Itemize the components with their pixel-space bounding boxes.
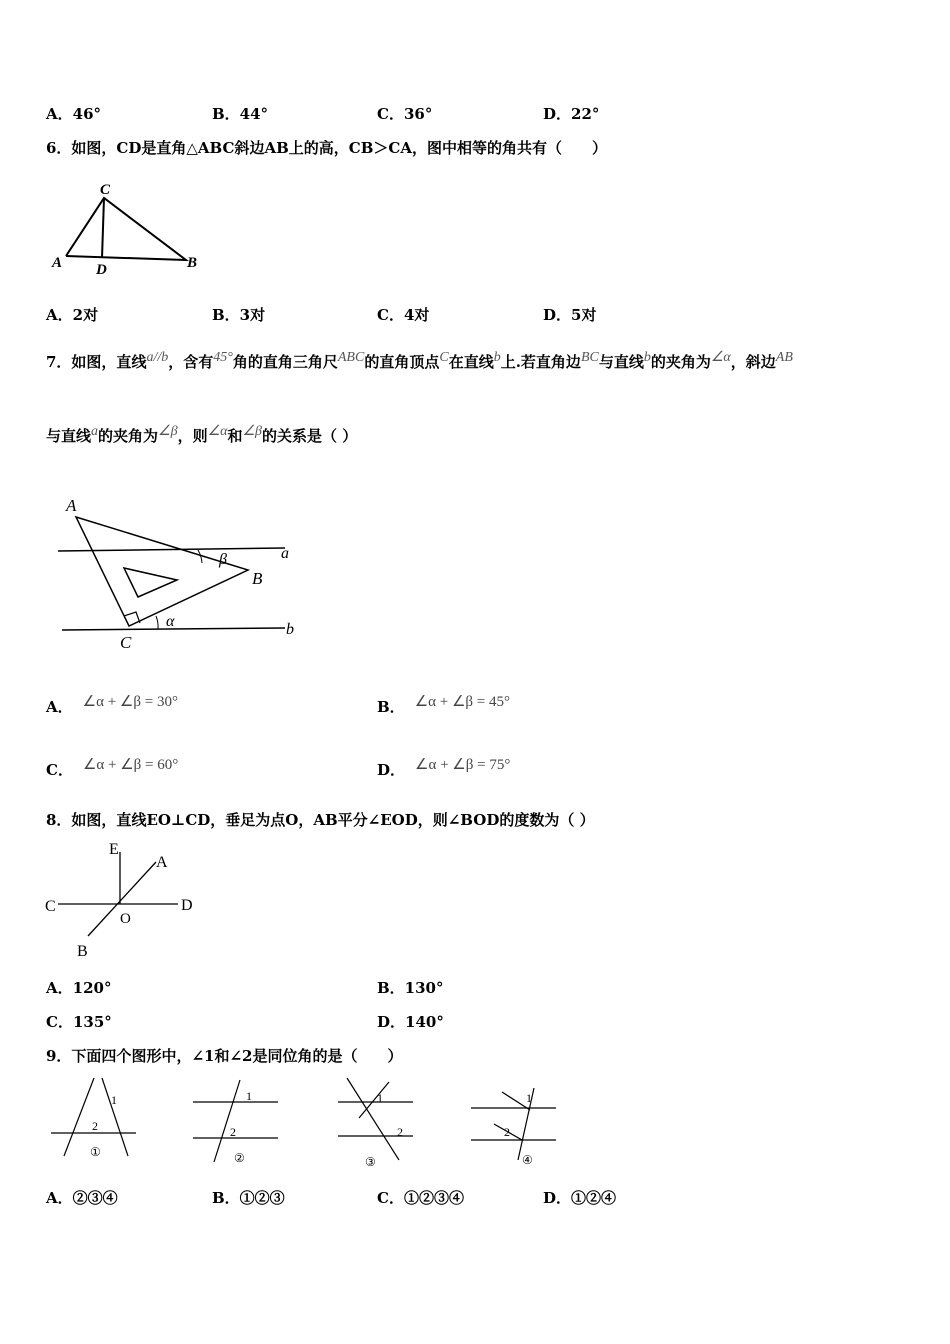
q7-triangle-ruler-figure [50, 492, 310, 657]
q9-fig2-label-1: 1 [246, 1089, 252, 1103]
q9-fig1-label-1: 1 [111, 1093, 117, 1107]
q9-option-c: C．①②③④ [377, 1189, 464, 1207]
q7-label-beta: β [219, 551, 227, 568]
q5-option-d: D．22° [543, 105, 600, 123]
q5-option-a: A．46° [46, 105, 102, 123]
q8-perpendicular-figure [42, 838, 202, 966]
q6-label-a: A [52, 255, 63, 271]
q7-label-line-b: b [286, 621, 294, 638]
q9-figure-2 [188, 1074, 288, 1166]
q6-stem: 6．如图，CD是直角△ABC斜边AB上的高，CB＞CA，图中相等的角共有（ ） [46, 139, 607, 157]
q9-fig1-label-2: 2 [92, 1119, 98, 1133]
q9-fig4-label-1: 1 [526, 1091, 532, 1105]
q5-option-b: B．44° [212, 105, 269, 123]
q8-option-b: B．130° [377, 979, 444, 997]
q7-option-c: C． ∠α + ∠β = 60° [46, 757, 179, 779]
q6-label-b: B [187, 255, 198, 271]
q7-label-c-vertex: C [120, 633, 132, 652]
q9-figure-1 [46, 1074, 146, 1166]
q7-option-a: A． ∠α + ∠β = 30° [46, 694, 178, 716]
q8-label-a: A [156, 854, 168, 871]
q6-option-c: C．4对 [377, 306, 430, 324]
q7-stem-line1: 7．如图，直线a//b，含有45°角的直角三角尺ABC的直角顶点C在直线b上.若直角边BC与直线b的夹角为∠α，斜边AB [46, 350, 793, 371]
q6-label-c: C [100, 182, 111, 198]
q9-figure-4 [466, 1074, 566, 1170]
q8-option-c: C．135° [46, 1013, 112, 1031]
q7-label-line-a: a [281, 545, 289, 562]
q8-label-o: O [120, 911, 131, 927]
q6-option-d: D．5对 [543, 306, 597, 324]
q9-option-b: B．①②③ [212, 1189, 285, 1207]
q9-figure-3 [333, 1074, 433, 1170]
q7-option-b: B． ∠α + ∠β = 45° [377, 694, 510, 716]
q6-triangle-figure [46, 176, 216, 276]
q7-option-d: D． ∠α + ∠β = 75° [377, 757, 511, 779]
q8-label-c: C [45, 898, 56, 915]
q6-option-b: B．3对 [212, 306, 266, 324]
q8-stem: 8．如图，直线EO⊥CD，垂足为点O，AB平分∠EOD，则∠BOD的度数为（ ） [46, 811, 595, 829]
q9-option-d: D．①②④ [543, 1189, 617, 1207]
q9-fig2-caption: ② [234, 1151, 245, 1165]
q7-stem-line2: 与直线a的夹角为∠β，则∠α和∠β的关系是（ ） [46, 424, 358, 445]
q9-fig1-caption: ① [90, 1145, 101, 1159]
q9-fig3-label-1: 1 [377, 1091, 383, 1105]
q9-option-a: A．②③④ [46, 1189, 118, 1207]
q9-fig3-label-2: 2 [397, 1125, 403, 1139]
q6-option-a: A．2对 [46, 306, 99, 324]
q8-option-a: A．120° [46, 979, 112, 997]
q9-stem: 9．下面四个图形中，∠1和∠2是同位角的是（ ） [46, 1047, 403, 1065]
q8-label-d: D [181, 897, 193, 914]
q8-label-e: E [109, 841, 119, 858]
q9-fig4-caption: ④ [522, 1153, 533, 1167]
q7-label-a-vertex: A [66, 496, 77, 515]
q9-fig4-label-2: 2 [504, 1125, 510, 1139]
q9-fig2-label-2: 2 [230, 1125, 236, 1139]
q7-label-b-vertex: B [252, 569, 263, 588]
q5-option-c: C．36° [377, 105, 433, 123]
q9-fig3-caption: ③ [365, 1155, 376, 1169]
q8-option-d: D．140° [377, 1013, 444, 1031]
q6-label-d: D [96, 262, 107, 276]
q7-label-alpha: α [166, 613, 175, 630]
q8-label-b: B [77, 943, 88, 960]
